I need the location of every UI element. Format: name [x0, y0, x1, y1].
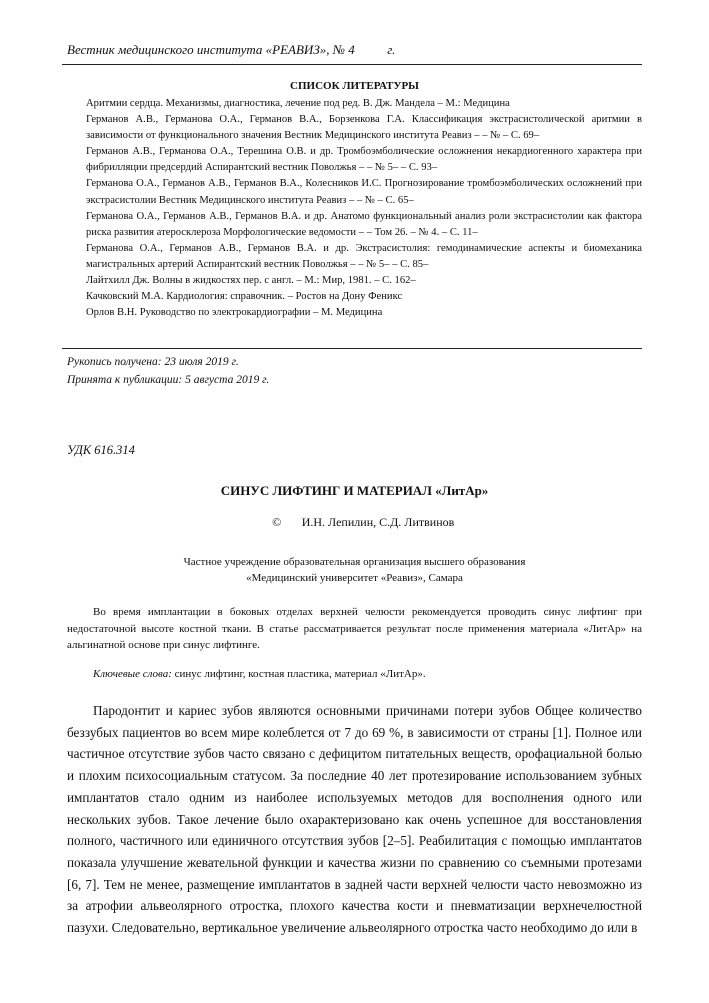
header-year-suffix: г. — [387, 42, 396, 57]
authors-line — [0, 515, 709, 530]
reference-item: Аритмии сердца. Механизмы, диагностика, лечение под ред. В. Дж. Мандела – М.: Медицина — [86, 98, 510, 109]
reference-item: Лайтхилл Дж. Волны в жидкостях пер. с англ. – М.: Мир, 1981. – С. 162– — [86, 275, 416, 287]
reference-item: Орлов В.Н. Руководство по электрокардиографии – М. Медицина — [86, 307, 383, 319]
dates-divider — [62, 348, 642, 349]
header-divider — [62, 64, 642, 65]
body-paragraph: Пародонтит и кариес зубов являются основными причинами потери зубов Общее количество беззубых пациентов во всем мире колеблется от 7 до 69 %, в зависимости от страны [1]. Полное или частичное отсутствие зубов часто связано с дефицитом питательных веществ, орофациальной болью и плохим психосоциальным статусом. За последние 40 лет протезирование использованием зубных имплантатов стало одним из наиболее используемых методов для восполнения одного или нескольких зубов. Такое лечение было охарактеризовано как очень успешное для восстановления полного, частичного или единичного отсутствия зубов [2–5]. Реабилитация с помощью имплантатов показала улучшение жевательной функции и качества жизни по сравнению со съемными протезами [6, 7]. Тем не менее, размещение имплантатов в задней части верхней челюсти часто невозможно из за атрофии альвеолярного отростка, плохого качества кости и пневматизации верхнечелюстной пазухи. Следовательно, вертикальное увеличение альвеолярного отростка часто необходимо до или в — [67, 703, 642, 936]
affiliation-line: Частное учреждение образовательная организация высшего образования — [183, 556, 526, 568]
journal-name: Вестник медицинского института «РЕАВИЗ», № 4 — [67, 42, 355, 57]
reference-item: Качковский М.А. Кардиология: справочник. – Ростов на Дону Феникс — [86, 291, 403, 303]
reference-item: Германов А.В., Германова О.А., Германов В.А., Борзенкова Г.А. Классификация экстрасистолической аритмии в зависимости от функционального значения Вестник Медицинского института Реавиз – – № – С. 69– — [86, 114, 642, 142]
references-title: СПИСОК ЛИТЕРАТУРЫ — [290, 80, 419, 92]
accepted-date: Принята к публикации: 5 августа 2019 г. — [67, 374, 270, 386]
abstract: Во время имплантации в боковых отделах верхней челюсти рекомендуется проводить синус лифтинг при недостаточной высоте костной ткани. В статье рассматривается результат после применения материала «ЛитАр» на альгинатной основе при синус лифтинге. — [67, 606, 642, 651]
received-date: Рукопись получена: 23 июля 2019 г. — [67, 356, 239, 368]
author-names: И.Н. Лепилин, С.Д. Литвинов — [301, 515, 455, 529]
keywords-line — [93, 668, 642, 680]
keywords-text: синус лифтинг, костная пластика, материал «ЛитАр». — [174, 668, 426, 680]
copyright-symbol: © — [272, 515, 282, 529]
reference-item: Германова О.А., Германов А.В., Германов В.А. и др. Экстрасистолия: гемодинамические аспекты и биомеханика магистральных артерий Аспирантский вестник Поволжья – – № 5– – С. 85– — [86, 242, 642, 270]
references-list — [86, 96, 642, 321]
affiliation-line: «Медицинский университет «Реавиз», Самара — [246, 572, 463, 584]
reference-item: Германов А.В., Германова О.А., Терешина О.В. и др. Тромбоэмболические осложнения некардиогенного характера при фибрилляции предсердий Аспирантский вестник Поволжья – – № 5– – С. 93– — [86, 146, 642, 174]
reference-item: Германова О.А., Германов А.В., Германов В.А., Колесников И.С. Прогнозирование тромбоэмболических осложнений при экстрасистолии Вестник Медицинского института Реавиз – – № – С. 65– — [86, 178, 642, 206]
article-title: СИНУС ЛИФТИНГ И МАТЕРИАЛ «ЛитАр» — [220, 483, 489, 498]
keywords-label: Ключевые слова: — [93, 668, 172, 680]
affiliation — [0, 554, 709, 586]
manuscript-dates — [67, 353, 269, 389]
udk-code: УДК 616.314 — [67, 443, 135, 457]
running-header — [67, 42, 395, 58]
reference-item: Германова О.А., Германов А.В., Германов В.А. и др. Анатомо функциональный анализ роли экстрасистолии как фактора риска развития атеросклероза Морфологические ведомости – – Том 26. – № 4. – С. 11– — [86, 210, 642, 238]
